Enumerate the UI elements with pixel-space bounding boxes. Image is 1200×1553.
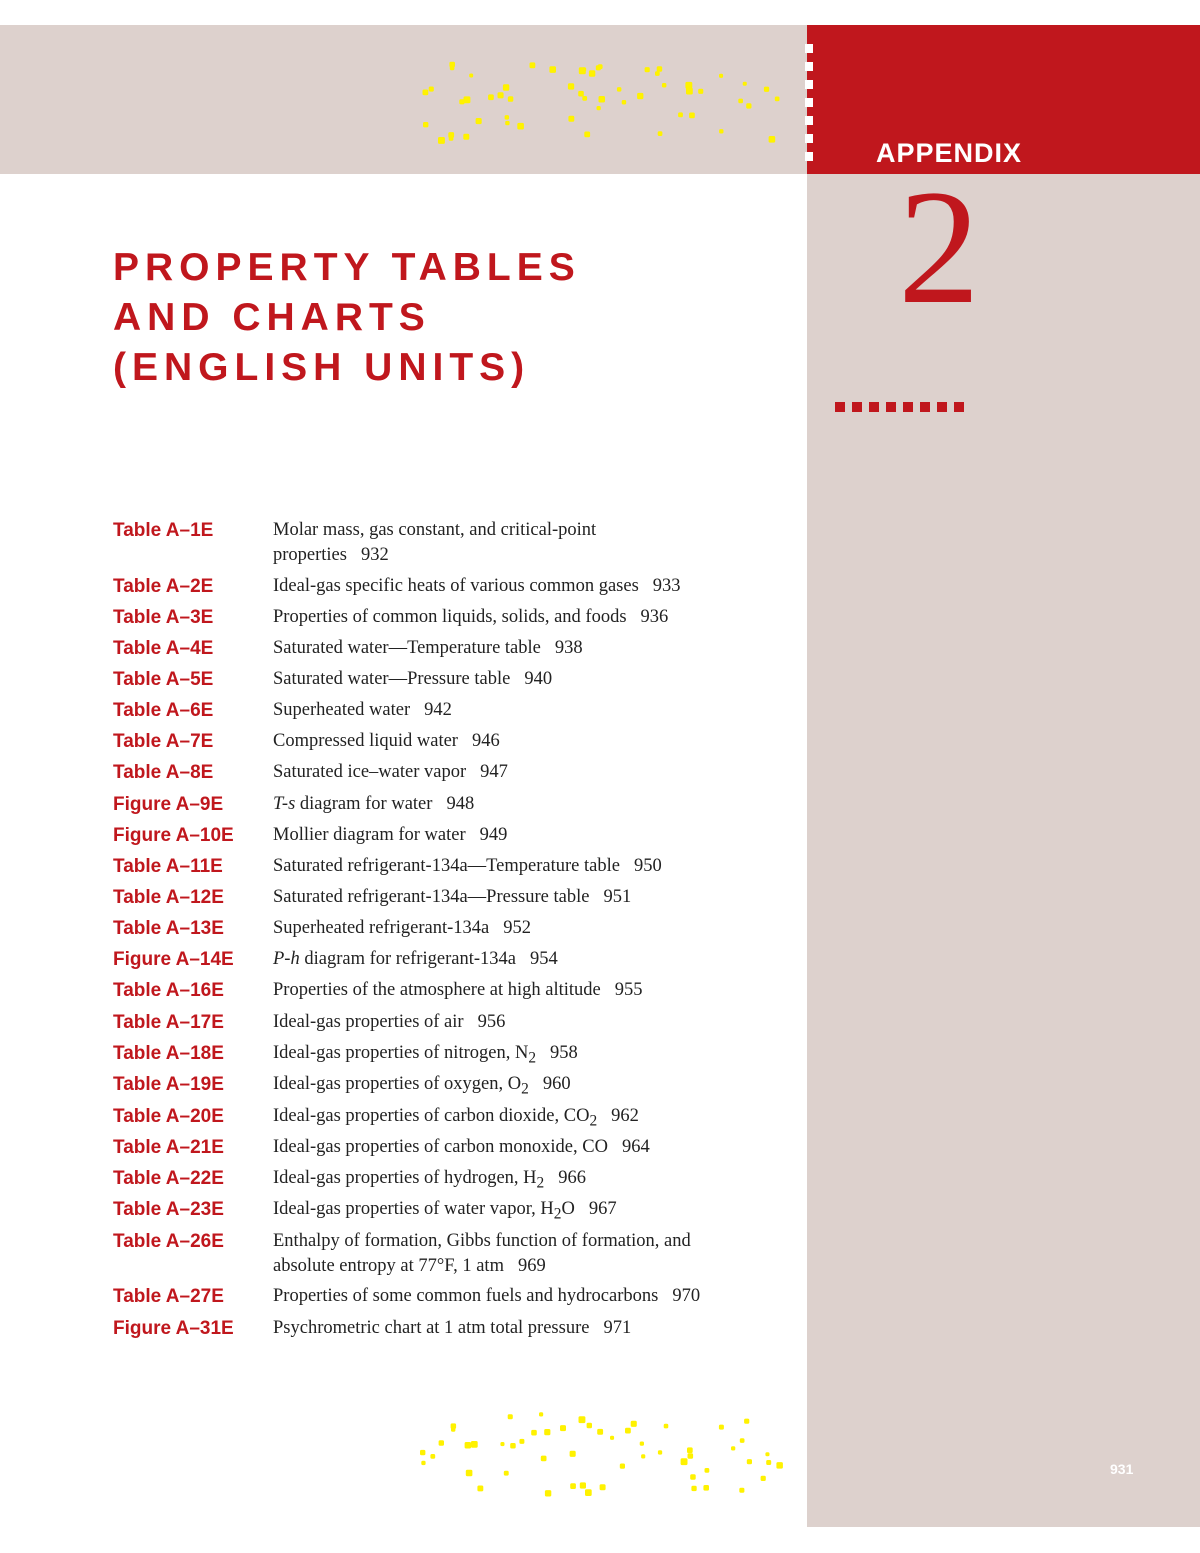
toc-page-number: 970 [672, 1286, 701, 1306]
confetti-dot [476, 118, 482, 124]
toc-label: Table A–18E [113, 1043, 224, 1064]
toc-label: Table A–19E [113, 1074, 224, 1095]
toc-label: Figure A–14E [113, 949, 234, 970]
toc-page-number: 949 [479, 825, 508, 845]
toc-subscript: 2 [589, 1112, 598, 1130]
toc-text: Molar mass, gas constant, and critical-point [273, 520, 597, 540]
confetti-dot [459, 99, 464, 104]
confetti-dot [519, 1439, 524, 1444]
toc-text: Saturated ice–water vapor [273, 762, 467, 782]
confetti-dot [600, 1484, 606, 1490]
toc-page-number: 951 [603, 887, 632, 907]
confetti-dot [570, 1451, 576, 1457]
toc-text: Ideal-gas properties of nitrogen, N [273, 1043, 529, 1063]
toc-label: Table A–2E [113, 576, 214, 597]
confetti-dot [645, 67, 650, 72]
toc-label: Table A–16E [113, 980, 224, 1001]
confetti-dot [698, 89, 703, 94]
toc-text: Compressed liquid water [273, 731, 458, 751]
confetti-dot [471, 1441, 478, 1448]
toc-text: Ideal-gas properties of water vapor, H [273, 1199, 554, 1219]
toc-text: diagram for refrigerant-134a [299, 949, 516, 969]
confetti-dot [719, 74, 723, 78]
confetti-dot [764, 87, 769, 92]
confetti-dot [463, 134, 469, 140]
toc-page-number: 956 [477, 1012, 506, 1032]
toc-text: Mollier diagram for water [273, 825, 466, 845]
confetti-dot [681, 1458, 688, 1465]
confetti-dot [500, 1442, 504, 1446]
toc-subscript: 2 [536, 1174, 545, 1192]
toc-label: Table A–8E [113, 762, 214, 783]
page-number: 931 [1110, 1461, 1134, 1477]
confetti-dot [664, 1424, 669, 1429]
toc-text: Properties of common liquids, solids, and foods [273, 607, 627, 627]
confetti-dot [438, 137, 445, 144]
toc-page-number: 960 [542, 1074, 571, 1094]
toc-text: Saturated water—Temperature table [273, 638, 541, 658]
confetti-dot [420, 1450, 425, 1455]
confetti-dot [429, 87, 434, 92]
toc-page-number: 966 [558, 1168, 586, 1188]
confetti-dot [596, 65, 601, 70]
confetti-dot [620, 1464, 625, 1469]
toc-text: O [561, 1199, 575, 1219]
toc-page-number: 962 [611, 1106, 639, 1126]
toc-page-number: 964 [621, 1137, 650, 1157]
confetti-dot [641, 1454, 645, 1458]
confetti-dot [747, 1459, 752, 1464]
toc-label: Table A–13E [113, 918, 224, 939]
confetti-dot [505, 121, 509, 125]
toc-label: Figure A–10E [113, 825, 234, 846]
toc-text: Saturated refrigerant-134a—Temperature table [273, 856, 620, 876]
confetti-dot [430, 1454, 435, 1459]
confetti-dot [743, 82, 747, 86]
confetti-dot [597, 1429, 603, 1435]
confetti-dot [505, 115, 510, 120]
toc-page-number: 954 [529, 949, 558, 969]
toc-label: Table A–12E [113, 887, 224, 908]
confetti-dot [439, 1440, 444, 1445]
toc-label: Table A–22E [113, 1168, 224, 1189]
toc-label: Table A–21E [113, 1137, 224, 1158]
confetti-dot [610, 1436, 614, 1440]
toc-text: Ideal-gas properties of hydrogen, H [273, 1168, 537, 1188]
toc-label: Table A–27E [113, 1286, 224, 1307]
confetti-dot [585, 1489, 592, 1496]
confetti-dot [738, 99, 743, 104]
toc-symbol: P-h [273, 949, 300, 969]
confetti-dot [739, 1488, 744, 1493]
toc-label: Table A–11E [113, 856, 223, 877]
toc-page-number: 947 [480, 762, 508, 782]
toc-symbol: T-s [273, 794, 296, 814]
confetti-dot [655, 71, 660, 76]
confetti-dot [703, 1485, 709, 1491]
confetti-dot [657, 66, 663, 72]
toc-page-number: 967 [588, 1199, 617, 1219]
toc-text: Saturated refrigerant-134a—Pressure table [273, 887, 590, 907]
confetti-dot [731, 1446, 735, 1450]
toc-page-number: 955 [614, 980, 643, 1000]
toc-page-number: 971 [603, 1318, 632, 1338]
toc-subscript: 2 [553, 1205, 562, 1223]
appendix-number: 2 [898, 157, 980, 338]
confetti-dot [423, 122, 428, 127]
confetti-dot [510, 1443, 516, 1449]
title-line: (ENGLISH UNITS) [113, 346, 531, 389]
confetti-dot [545, 1490, 551, 1496]
confetti-dot [658, 131, 663, 136]
confetti-dot [450, 66, 455, 71]
confetti-dot [421, 1461, 425, 1465]
confetti-dot [539, 1412, 543, 1416]
confetti-dot [740, 1438, 745, 1443]
confetti-dot [599, 96, 606, 103]
toc-text: Psychrometric chart at 1 atm total pressure [273, 1318, 590, 1338]
confetti-dot [530, 62, 536, 68]
confetti-dot [689, 113, 695, 119]
toc-text: Properties of the atmosphere at high altitude [273, 980, 601, 1000]
confetti-dot [775, 97, 780, 102]
confetti-dot [589, 70, 595, 76]
toc-page-number: 969 [517, 1256, 546, 1276]
confetti-dot [719, 1425, 724, 1430]
confetti-dot [617, 87, 622, 92]
toc-label: Table A–26E [113, 1231, 224, 1252]
confetti-dot [508, 96, 514, 102]
toc-text: Ideal-gas specific heats of various common gases [273, 576, 639, 596]
confetti-dot [688, 1453, 694, 1459]
confetti-dot [640, 1442, 644, 1446]
confetti-dot [658, 1450, 662, 1454]
confetti-dot [549, 66, 556, 73]
confetti-dot [686, 88, 693, 95]
confetti-dot [579, 1416, 586, 1423]
confetti-dot [587, 1423, 592, 1428]
confetti-dot [637, 93, 643, 99]
confetti-dot [560, 1425, 566, 1431]
toc-label: Table A–20E [113, 1106, 224, 1127]
confetti-dot [690, 1474, 696, 1480]
toc-page-number: 932 [360, 545, 389, 565]
confetti-dot [544, 1429, 550, 1435]
confetti-dot [705, 1468, 710, 1473]
confetti-dot [691, 1486, 696, 1491]
confetti-dot [503, 84, 509, 90]
toc-subscript: 2 [521, 1080, 529, 1098]
toc-label: Table A–23E [113, 1199, 224, 1220]
title-line: PROPERTY TABLES [113, 246, 581, 289]
confetti-dot [580, 1482, 586, 1488]
toc-page-number: 936 [640, 607, 669, 627]
toc-label: Table A–7E [113, 731, 214, 752]
confetti-dot [622, 100, 627, 105]
confetti-dot [469, 74, 473, 78]
toc-label: Table A–6E [113, 700, 214, 721]
toc-text: Ideal-gas properties of carbon dioxide, CO [273, 1106, 590, 1126]
toc-text: diagram for water [295, 794, 433, 814]
toc-text: Superheated refrigerant-134a [273, 918, 490, 938]
confetti-dot [465, 1442, 472, 1449]
confetti-dot [761, 1476, 766, 1481]
toc-text: properties [273, 545, 347, 565]
confetti-dot [765, 1452, 769, 1456]
toc-label: Table A–1E [113, 520, 214, 541]
confetti-dot [625, 1428, 631, 1434]
confetti-dot [498, 92, 504, 98]
confetti-dot [531, 1430, 537, 1436]
appendix-label: APPENDIX [876, 138, 1023, 168]
toc-page-number: 946 [471, 731, 500, 751]
confetti-dot [579, 67, 586, 74]
confetti-dot [504, 1471, 509, 1476]
toc-text: Superheated water [273, 700, 411, 720]
toc-label: Figure A–31E [113, 1318, 234, 1339]
confetti-dot [541, 1456, 547, 1462]
toc-label: Figure A–9E [113, 794, 224, 815]
confetti-dot [568, 116, 574, 122]
confetti-dot [597, 106, 601, 110]
toc-page-number: 942 [424, 700, 452, 720]
confetti-dot [508, 1414, 513, 1419]
confetti-dot [662, 83, 667, 88]
toc-label: Table A–4E [113, 638, 214, 659]
toc-text: absolute entropy at 77°F, 1 atm [273, 1256, 504, 1276]
confetti-dot [678, 112, 683, 117]
confetti-dot [744, 1419, 749, 1424]
confetti-dot [746, 103, 751, 108]
toc-label: Table A–3E [113, 607, 214, 628]
toc-text: Ideal-gas properties of carbon monoxide, CO [273, 1137, 608, 1157]
toc-page-number: 958 [550, 1043, 578, 1063]
confetti-dot [570, 1483, 576, 1489]
toc-text: Saturated water—Pressure table [273, 669, 511, 689]
confetti-dot [687, 1447, 693, 1453]
confetti-dot [584, 132, 590, 138]
toc-label: Table A–5E [113, 669, 214, 690]
confetti-dot [423, 90, 429, 96]
toc-text: Ideal-gas properties of air [273, 1012, 464, 1032]
toc-text: Enthalpy of formation, Gibbs function of formation, and [273, 1231, 691, 1251]
toc-label: Table A–17E [113, 1012, 224, 1033]
toc-page-number: 940 [524, 669, 553, 689]
confetti-dot [719, 129, 723, 133]
title-line: AND CHARTS [113, 296, 431, 339]
toc-text: Properties of some common fuels and hydrocarbons [273, 1286, 659, 1306]
toc-page-number: 933 [652, 576, 681, 596]
confetti-dot [477, 1486, 483, 1492]
confetti-dot [488, 94, 494, 100]
confetti-dot [582, 96, 587, 101]
toc-text: Ideal-gas properties of oxygen, O [273, 1074, 522, 1094]
confetti-dot [517, 123, 524, 130]
confetti-dot [464, 96, 471, 103]
toc-page-number: 952 [503, 918, 531, 938]
confetti-dot [777, 1464, 782, 1469]
confetti-dot [568, 83, 574, 89]
toc-page-number: 938 [554, 638, 583, 658]
confetti-dot [466, 1470, 473, 1477]
toc-page-number: 950 [633, 856, 662, 876]
confetti-dot [451, 1427, 455, 1431]
confetti-dot [766, 1460, 771, 1465]
confetti-dot [578, 91, 584, 97]
confetti-dot [449, 136, 454, 141]
confetti-dot [769, 136, 776, 143]
confetti-dot [631, 1421, 637, 1427]
toc-subscript: 2 [528, 1049, 537, 1067]
toc-page-number: 948 [446, 794, 475, 814]
